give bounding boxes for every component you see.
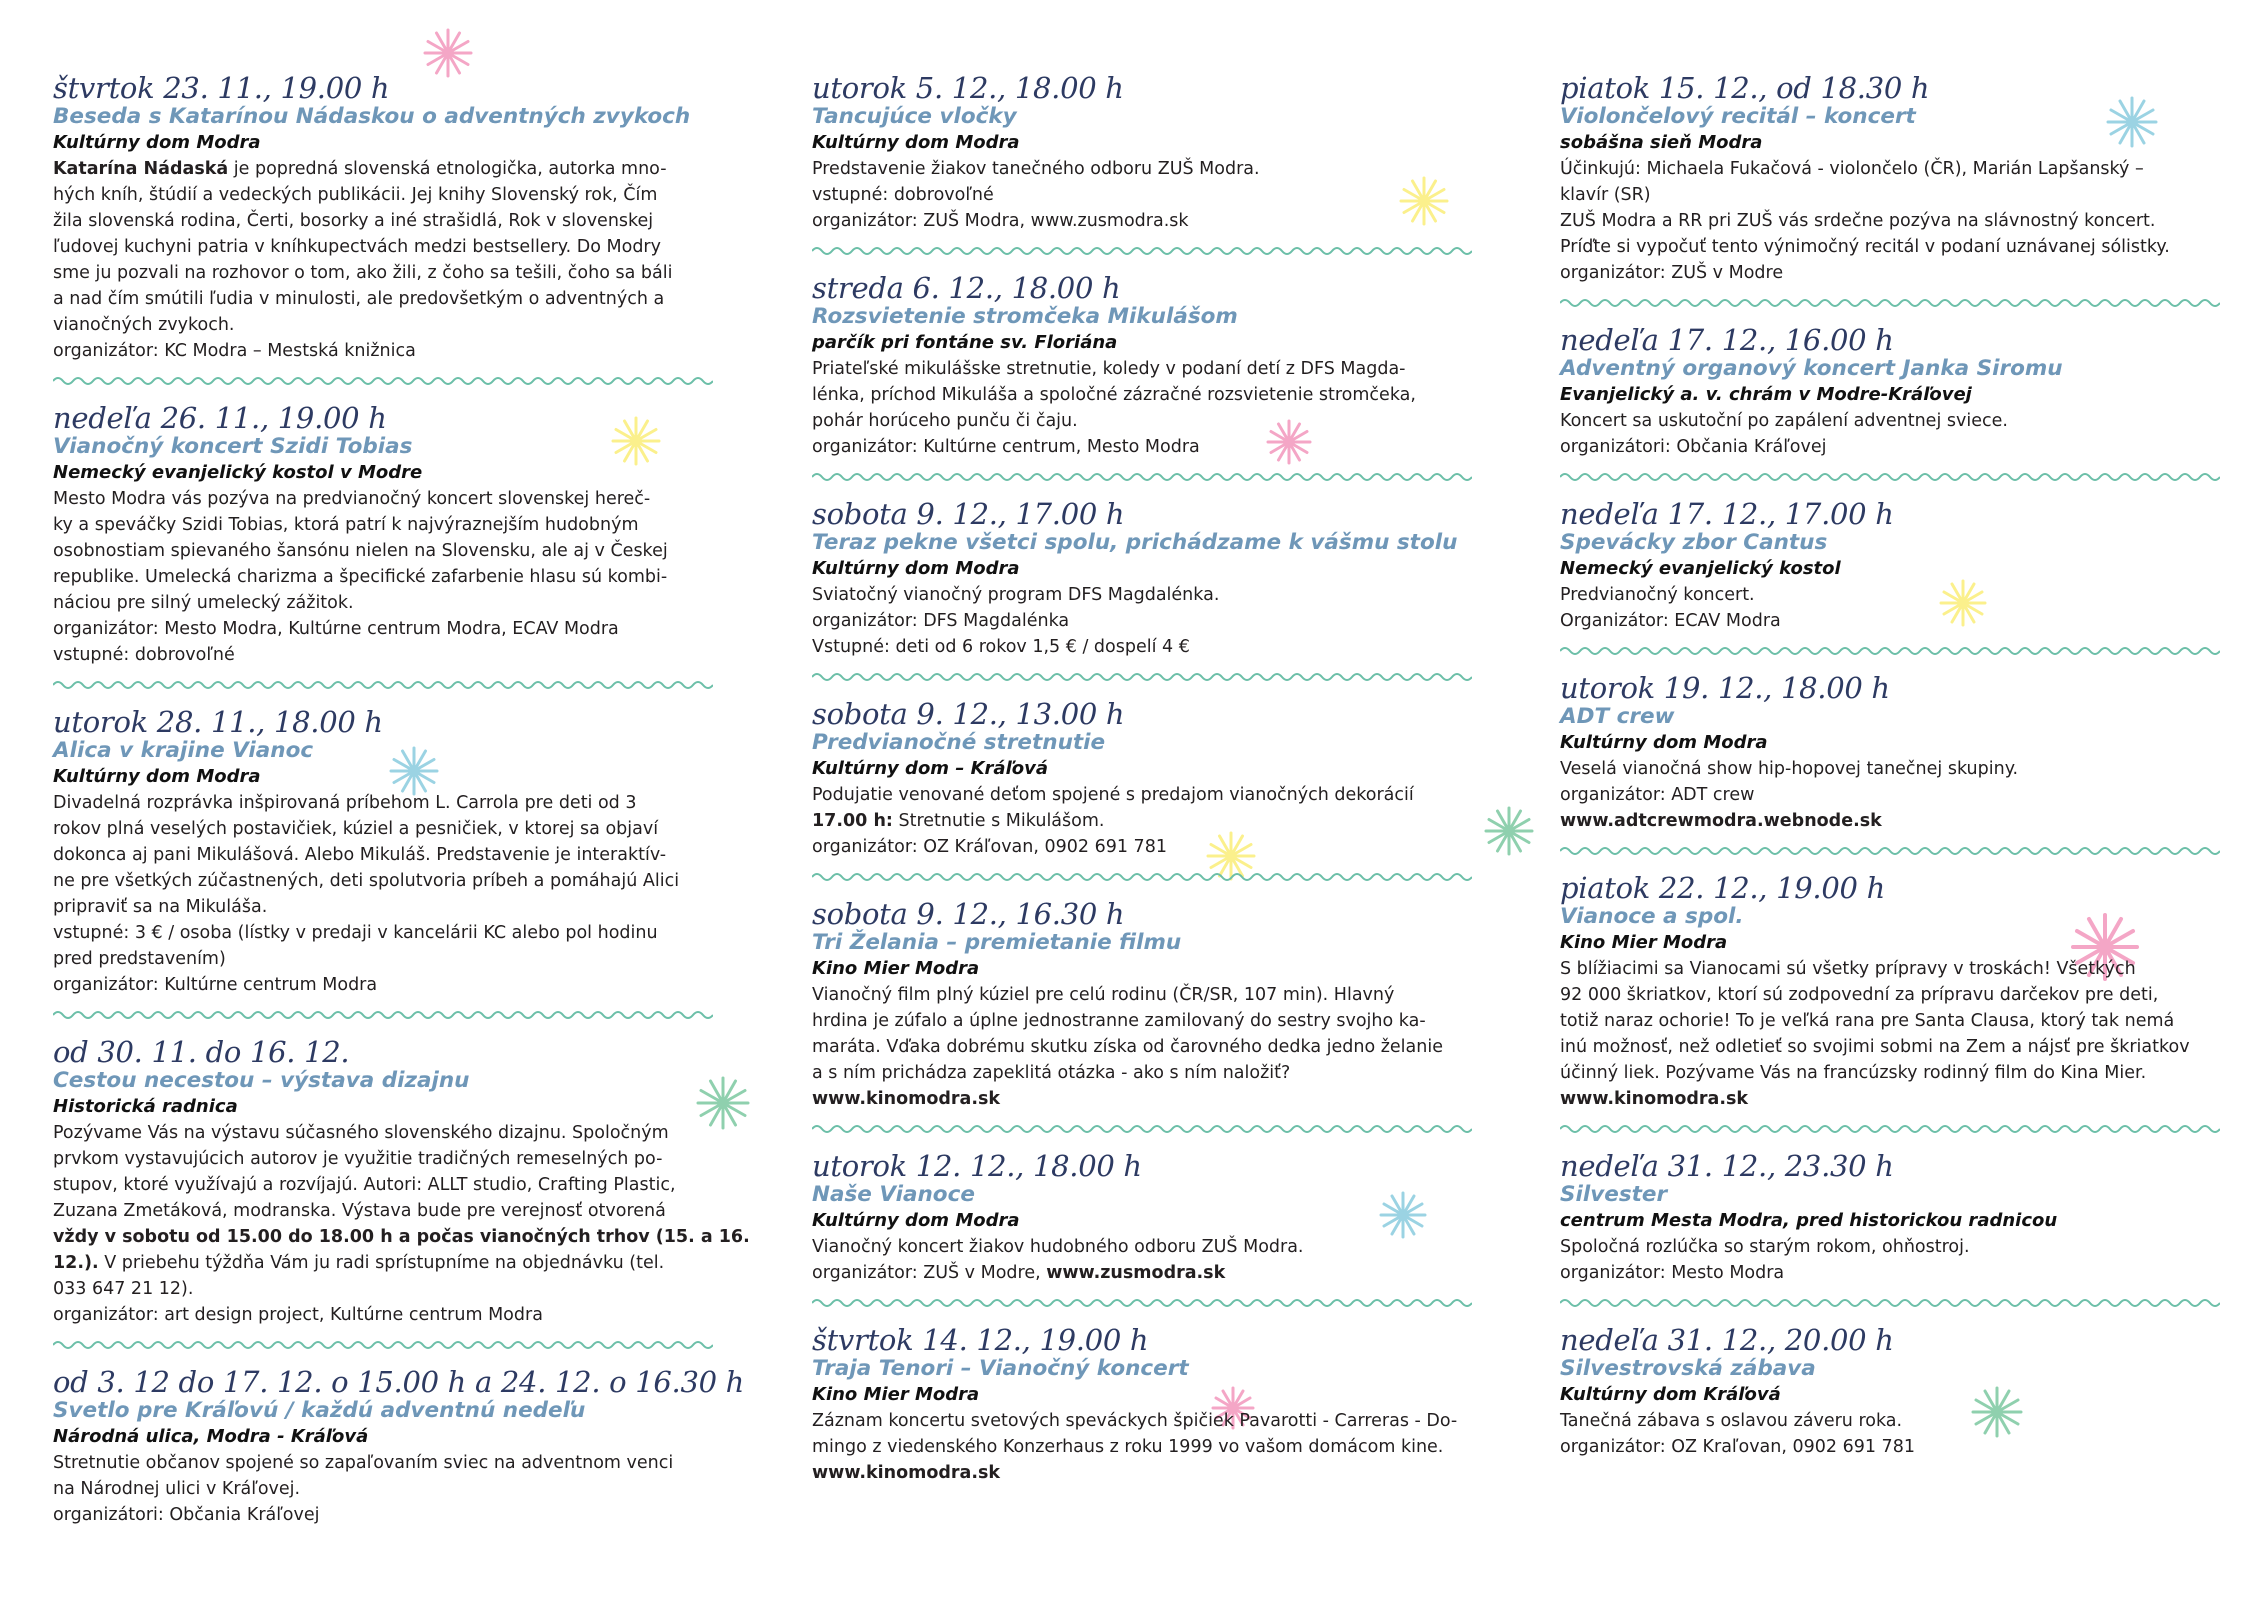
event-venue: Národná ulica, Modra - Kráľová <box>53 1426 369 1447</box>
event-venue: Kultúrny dom Modra <box>812 558 1020 579</box>
event-description-line <box>812 1060 1472 1086</box>
event-description-line <box>53 1302 713 1328</box>
event-text: Priateľské mikulášske stretnutie, koledy v podaní detí z DFS Magda- <box>812 359 1406 379</box>
event-venue: Kultúrny dom Kráľová <box>1560 1384 1781 1405</box>
event-text: Stretnutie občanov spojené so zapaľovaním sviec na adventnom venci <box>53 1453 674 1473</box>
event-text: organizátor: OZ Kraľovan, 0902 691 781 <box>1560 1437 1915 1457</box>
event-item <box>53 402 713 668</box>
event-date: sobota 9. 12., 17.00 h <box>812 497 1125 531</box>
wavy-divider <box>812 870 1472 884</box>
event-description-line <box>812 1234 1472 1260</box>
event-date: utorok 28. 11., 18.00 h <box>53 705 383 739</box>
event-title: ADT crew <box>1560 704 1675 729</box>
event-title: Vianočný koncert Szidi Tobias <box>53 434 413 459</box>
event-text: 17.00 h: <box>812 811 893 831</box>
event-description-line <box>53 1146 713 1172</box>
event-description-line <box>812 982 1472 1008</box>
event-text: Tanečná zábava s oslavou záveru roka. <box>1560 1411 1903 1431</box>
event-description-line <box>812 1086 1472 1112</box>
event-date: piatok 15. 12., od 18.30 h <box>1560 71 1930 105</box>
event-venue: Evanjelický a. v. chrám v Modre-Kráľovej <box>1560 384 1972 405</box>
event-description-line <box>812 1434 1472 1460</box>
event-venue: Historická radnica <box>53 1096 238 1117</box>
event-text: organizátor: DFS Magdalénka <box>812 611 1070 631</box>
event-text: inú možnosť, než odletieť so svojimi sobmi na Zem a nájsť pre škriatkov <box>1560 1037 2190 1057</box>
event-description-line <box>53 1502 713 1528</box>
event-title: Beseda s Katarínou Nádaskou o adventných zvykoch <box>53 104 691 129</box>
event-text: pred predstavením) <box>53 949 226 969</box>
event-description-line <box>812 1034 1472 1060</box>
event-text: vstupné: dobrovoľné <box>53 645 235 665</box>
events-column-3 <box>1560 72 2220 1460</box>
event-title: Vianoce a spol. <box>1560 904 1744 929</box>
wavy-divider <box>53 1338 713 1352</box>
event-description-line <box>1560 1408 2220 1434</box>
event-description-line <box>53 1476 713 1502</box>
event-text: Predstavenie žiakov tanečného odboru ZUŠ Modra. <box>812 159 1260 179</box>
event-text: totiž naraz ochorie! To je veľká rana pre Santa Clausa, ktorý tak nemá <box>1560 1011 2175 1031</box>
event-description-line <box>53 816 713 842</box>
event-text: 12.). <box>53 1253 99 1273</box>
event-description-line <box>53 1276 713 1302</box>
event-text: organizátor: ZUŠ v Modre, <box>812 1263 1047 1283</box>
event-description-line <box>53 234 713 260</box>
event-title: Rozsvietenie stromčeka Mikulášom <box>812 304 1238 329</box>
event-venue: Kino Mier Modra <box>812 1384 980 1405</box>
event-description-line <box>812 434 1472 460</box>
event-description-line <box>53 842 713 868</box>
event-description-line <box>1560 1086 2220 1112</box>
event-title: Alica v krajine Vianoc <box>53 738 314 763</box>
event-description-line <box>1560 1034 2220 1060</box>
event-date: utorok 5. 12., 18.00 h <box>812 71 1124 105</box>
event-text: Mesto Modra vás pozýva na predvianočný koncert slovenskej hereč- <box>53 489 651 509</box>
event-text: Organizátor: ECAV Modra <box>1560 611 1781 631</box>
event-text: vianočných zvykoch. <box>53 315 235 335</box>
event-item <box>1560 672 2220 834</box>
event-text: Veselá vianočná show hip-hopovej tanečnej skupiny. <box>1560 759 2019 779</box>
event-text: klavír (SR) <box>1560 185 1651 205</box>
event-title: Naše Vianoce <box>812 1182 975 1207</box>
wavy-divider <box>53 678 713 692</box>
event-text: Zuzana Zmetáková, modranska. Výstava bude pre verejnosť otvorená <box>53 1201 666 1221</box>
event-text: organizátori: Občania Kráľovej <box>53 1505 320 1525</box>
event-item <box>812 898 1472 1112</box>
event-text: stupov, ktoré využívajú a rozvíjajú. Autori: ALLT studio, Crafting Plastic, <box>53 1175 676 1195</box>
event-description-line <box>1560 1260 2220 1286</box>
event-text: prvkom vystavujúcich autorov je využitie tradičných remeselných po- <box>53 1149 663 1169</box>
event-date: sobota 9. 12., 16.30 h <box>812 897 1125 931</box>
event-description-line <box>812 582 1472 608</box>
event-text: osobnostiam spievaného šansónu nielen na Slovensku, ale aj v Českej <box>53 541 668 561</box>
event-description-line <box>812 356 1472 382</box>
event-text: Vstupné: deti od 6 rokov 1,5 € / dospelí 4 € <box>812 637 1190 657</box>
event-text: Sviatočný vianočný program DFS Magdalénka. <box>812 585 1220 605</box>
event-description-line <box>812 408 1472 434</box>
event-description-line <box>53 1450 713 1476</box>
event-text: Divadelná rozprávka inšpirovaná príbehom L. Carrola pre deti od 3 <box>53 793 637 813</box>
event-item <box>53 1365 745 1528</box>
event-text: rokov plná veselých postavičiek, kúziel a pesničiek, v ktorej sa objaví <box>53 819 659 839</box>
event-description-line <box>53 312 713 338</box>
wavy-divider <box>812 670 1472 684</box>
event-description-line <box>53 894 713 920</box>
wavy-divider <box>1560 1122 2220 1136</box>
event-description-line <box>53 946 713 972</box>
event-text: Vianočný film plný kúziel pre celú rodinu (ČR/SR, 107 min). Hlavný <box>812 985 1395 1005</box>
event-item <box>1560 872 2220 1112</box>
event-text: Pozývame Vás na výstavu súčasného slovenského dizajnu. Spoločným <box>53 1123 669 1143</box>
event-text: Predvianočný koncert. <box>1560 585 1755 605</box>
event-date: od 30. 11. do 16. 12. <box>53 1035 350 1069</box>
event-text: hých kníh, štúdií a vedeckých publikácii. Jej knihy Slovenský rok, Čím <box>53 185 658 205</box>
event-link[interactable]: www.kinomodra.sk <box>812 1089 1001 1109</box>
event-venue: sobášna sieň Modra <box>1560 132 1763 153</box>
event-description-line <box>812 1260 1472 1286</box>
event-description-line <box>812 382 1472 408</box>
event-description-line <box>53 616 713 642</box>
event-text: Koncert sa uskutoční po zapálení adventnej sviece. <box>1560 411 2008 431</box>
event-description-line <box>812 1008 1472 1034</box>
event-description-line <box>812 634 1472 660</box>
event-date: utorok 19. 12., 18.00 h <box>1560 671 1890 705</box>
event-title: Adventný organový koncert Janka Siromu <box>1560 356 2063 381</box>
event-text: pripraviť sa na Mikuláša. <box>53 897 268 917</box>
event-text: republike. Umelecká charizma a špecifické zafarbenie hlasu sú kombi- <box>53 567 668 587</box>
event-description-line <box>1560 1234 2220 1260</box>
event-item <box>812 498 1472 660</box>
event-venue: Kultúrny dom Modra <box>53 132 261 153</box>
event-item <box>53 72 713 364</box>
wavy-divider <box>1560 470 2220 484</box>
wavy-divider <box>1560 844 2220 858</box>
wavy-divider <box>812 244 1472 258</box>
event-text: dokonca aj pani Mikulášová. Alebo Mikuláš. Predstavenie je interaktív- <box>53 845 667 865</box>
event-description-line <box>812 834 1472 860</box>
event-description-line <box>53 590 713 616</box>
wavy-divider <box>1560 1296 2220 1310</box>
event-text: Stretnutie s Mikulášom. <box>892 811 1105 831</box>
event-description-line <box>53 286 713 312</box>
event-title: Spevácky zbor Cantus <box>1560 530 1828 555</box>
event-description-line <box>1560 260 2220 286</box>
event-date: sobota 9. 12., 13.00 h <box>812 697 1125 731</box>
event-text: organizátori: Občania Kráľovej <box>1560 437 1827 457</box>
event-item <box>53 706 713 998</box>
event-text: organizátor: Mesto Modra <box>1560 1263 1785 1283</box>
event-description-line <box>1560 756 2220 782</box>
wavy-divider <box>1560 644 2220 658</box>
event-text: pohár horúceho punču či čaju. <box>812 411 1078 431</box>
event-description-line <box>1560 1008 2220 1034</box>
event-description-line <box>53 182 713 208</box>
event-text: Príďte si vypočuť tento výnimočný recitál v podaní uznávanej sólistky. <box>1560 237 2170 257</box>
event-venue: Kultúrny dom Modra <box>812 1210 1020 1231</box>
event-text: Spoločná rozlúčka so starým rokom, ohňostroj. <box>1560 1237 1970 1257</box>
event-text: Záznam koncertu svetových speváckych špičiek Pavarotti - Carreras - Do- <box>812 1411 1458 1431</box>
wavy-divider <box>812 1122 1472 1136</box>
event-text: organizátor: Mesto Modra, Kultúrne centrum Modra, ECAV Modra <box>53 619 619 639</box>
event-text: ne pre všetkých zúčastnených, deti spolutvoria príbeh a pomáhajú Alici <box>53 871 680 891</box>
event-text: organizátor: ZUŠ Modra, www.zusmodra.sk <box>812 211 1189 231</box>
event-text: vstupné: 3 € / osoba (lístky v predaji v kancelárii KC alebo pol hodinu <box>53 923 658 943</box>
event-text: maráta. Vďaka dobrému skutku získa od čarovného dedka jedno želanie <box>812 1037 1443 1057</box>
event-title: Traja Tenori – Vianočný koncert <box>812 1356 1189 1381</box>
event-venue: Kultúrny dom Modra <box>812 132 1020 153</box>
event-date: piatok 22. 12., 19.00 h <box>1560 871 1885 905</box>
event-description-line <box>53 538 713 564</box>
event-description-line <box>1560 608 2220 634</box>
event-venue: Kultúrny dom – Kráľová <box>812 758 1048 779</box>
event-description-line <box>812 156 1472 182</box>
event-description-line <box>1560 808 2220 834</box>
event-item <box>1560 1150 2220 1286</box>
event-description-line <box>53 1172 713 1198</box>
event-description-line <box>53 972 713 998</box>
event-description-line <box>1560 1434 2220 1460</box>
event-description-line <box>53 1250 713 1276</box>
event-description-line <box>1560 234 2220 260</box>
event-description-line <box>812 182 1472 208</box>
event-description-line <box>53 260 713 286</box>
wavy-divider <box>812 1296 1472 1310</box>
event-description-line <box>1560 582 2220 608</box>
event-item <box>812 272 1472 460</box>
event-title: Violončelový recitál – koncert <box>1560 104 1916 129</box>
event-link[interactable]: www.kinomodra.sk <box>1560 1089 1749 1109</box>
event-date: štvrtok 14. 12., 19.00 h <box>812 1323 1149 1357</box>
event-text: Podujatie venované deťom spojené s predajom vianočných dekorácií <box>812 785 1414 805</box>
event-title: Svetlo pre Kráľovú / každú adventnú nedeľu <box>53 1398 586 1423</box>
event-date: od 3. 12 do 17. 12. o 15.00 h a 24. 12. o 16.30 h <box>53 1365 745 1399</box>
event-description-line <box>1560 156 2220 182</box>
event-text: je popredná slovenská etnologička, autorka mno- <box>228 159 667 179</box>
event-item <box>53 1035 750 1328</box>
event-text: žila slovenská rodina, Čerti, bosorky a iné strašidlá, Rok v slovenskej <box>53 211 654 231</box>
event-venue: Kino Mier Modra <box>812 958 980 979</box>
event-description-line <box>812 1408 1472 1434</box>
event-text: ky a speváčky Szidi Tobias, ktorá patrí k najvýraznejším hudobným <box>53 515 639 535</box>
event-item <box>1560 1324 2220 1460</box>
green-star-icon <box>1483 805 1535 857</box>
event-date: utorok 12. 12., 18.00 h <box>812 1149 1142 1183</box>
event-text: náciou pre silný umelecký zážitok. <box>53 593 354 613</box>
event-description-line <box>53 920 713 946</box>
event-text: mingo z viedenského Konzerhaus z roku 1999 vo vašom domácom kine. <box>812 1437 1444 1457</box>
event-date: nedeľa 31. 12., 20.00 h <box>1560 1323 1894 1357</box>
event-description-line <box>812 208 1472 234</box>
event-text: hrdina je zúfalo a úplne jednostranne zamilovaný do sestry svojho ka- <box>812 1011 1426 1031</box>
event-text: na Národnej ulici v Kráľovej. <box>53 1479 301 1499</box>
event-description-line <box>53 642 713 668</box>
wavy-divider <box>1560 296 2220 310</box>
event-item <box>812 698 1472 860</box>
event-text: Vianočný koncert žiakov hudobného odboru ZUŠ Modra. <box>812 1237 1304 1257</box>
event-text: Účinkujú: Michaela Fukačová - violončelo (ČR), Marián Lapšanský – <box>1560 159 2144 179</box>
event-venue: Nemecký evanjelický kostol <box>1560 558 1841 579</box>
event-description-line <box>1560 956 2220 982</box>
event-description-line <box>53 868 713 894</box>
event-description-line <box>1560 1060 2220 1086</box>
events-column-1 <box>53 71 750 1528</box>
event-date: nedeľa 31. 12., 23.30 h <box>1560 1149 1894 1183</box>
event-link[interactable]: www.adtcrewmodra.webnode.sk <box>1560 811 1882 831</box>
event-item <box>1560 72 2220 286</box>
event-text: organizátor: Kultúrne centrum, Mesto Modra <box>812 437 1200 457</box>
event-description-line <box>1560 182 2220 208</box>
event-title: Tri Želania – premietanie filmu <box>812 930 1182 955</box>
event-date: nedeľa 26. 11., 19.00 h <box>53 401 387 435</box>
event-text: lénka, príchod Mikuláša a spoločné zázračné rozsvietenie stromčeka, <box>812 385 1416 405</box>
event-title: Silvestrovská zábava <box>1560 1356 1816 1381</box>
event-description-line <box>53 1198 713 1224</box>
event-text: a s ním prichádza zapeklitá otázka - ako s ním naložiť? <box>812 1063 1291 1083</box>
event-text: 033 647 21 12). <box>53 1279 194 1299</box>
wavy-divider <box>812 470 1472 484</box>
event-description-line <box>53 156 713 182</box>
event-venue: Kultúrny dom Modra <box>53 766 261 787</box>
event-description-line <box>53 338 713 364</box>
event-date: nedeľa 17. 12., 17.00 h <box>1560 497 1894 531</box>
event-text: vstupné: dobrovoľné <box>812 185 994 205</box>
event-description-line <box>53 486 713 512</box>
event-text: sme ju pozvali na rozhovor o tom, ako žili, z čoho sa tešili, čoho sa báli <box>53 263 673 283</box>
event-date: štvrtok 23. 11., 19.00 h <box>53 71 390 105</box>
event-venue: centrum Mesta Modra, pred historickou radnicou <box>1560 1210 2058 1231</box>
event-text: vždy v sobotu od 15.00 do 18.00 h a počas vianočných trhov (15. a 16. <box>53 1227 750 1247</box>
events-column-2 <box>812 72 1472 1486</box>
event-venue: parčík pri fontáne sv. Floriána <box>812 332 1118 353</box>
event-text: S blížiacimi sa Vianocami sú všetky prípravy v troskách! Všetkých <box>1560 959 2136 979</box>
event-item <box>812 1150 1472 1286</box>
event-link[interactable]: www.kinomodra.sk <box>812 1463 1001 1483</box>
event-text: a nad čím smútili ľudia v minulosti, ale predovšetkým o adventných a <box>53 289 665 309</box>
event-title: Tancujúce vločky <box>812 104 1017 129</box>
event-title: Teraz pekne všetci spolu, prichádzame k vášmu stolu <box>812 530 1458 555</box>
event-text: účinný liek. Pozývame Vás na francúzsky rodinný film do Kina Mier. <box>1560 1063 2147 1083</box>
event-description-line <box>53 1120 713 1146</box>
event-text: organizátor: OZ Kráľovan, 0902 691 781 <box>812 837 1167 857</box>
event-text: organizátor: Kultúrne centrum Modra <box>53 975 378 995</box>
event-text: organizátor: KC Modra – Mestská knižnica <box>53 341 416 361</box>
event-venue: Kino Mier Modra <box>1560 932 1728 953</box>
event-description-line <box>1560 982 2220 1008</box>
wavy-divider <box>53 374 713 388</box>
event-item <box>812 1324 1472 1486</box>
event-description-line <box>812 808 1472 834</box>
event-venue: Nemecký evanjelický kostol v Modre <box>53 462 423 483</box>
event-date: streda 6. 12., 18.00 h <box>812 271 1121 305</box>
event-item <box>812 72 1472 234</box>
event-title: Cestou necestou – výstava dizajnu <box>53 1068 470 1093</box>
event-text: Katarína Nádaská <box>53 159 229 179</box>
event-description-line <box>1560 408 2220 434</box>
event-item <box>1560 324 2220 460</box>
event-description-line <box>812 608 1472 634</box>
event-text: organizátor: art design project, Kultúrne centrum Modra <box>53 1305 543 1325</box>
event-text: ľudovej kuchyni patria v kníhkupectvách medzi bestsellery. Do Modry <box>53 237 661 257</box>
event-description-line <box>812 1460 1472 1486</box>
event-description-line <box>53 208 713 234</box>
event-description-line <box>1560 782 2220 808</box>
event-title: Predvianočné stretnutie <box>812 730 1106 755</box>
event-venue: Kultúrny dom Modra <box>1560 732 1768 753</box>
event-text: V priebehu týždňa Vám ju radi sprístupníme na objednávku (tel. <box>98 1253 665 1273</box>
event-description-line <box>1560 208 2220 234</box>
wavy-divider <box>53 1008 713 1022</box>
event-description-line <box>812 782 1472 808</box>
event-description-line <box>53 512 713 538</box>
event-text: organizátor: ZUŠ v Modre <box>1560 263 1784 283</box>
event-date: nedeľa 17. 12., 16.00 h <box>1560 323 1894 357</box>
event-link[interactable]: www.zusmodra.sk <box>1046 1263 1226 1283</box>
event-item <box>1560 498 2220 634</box>
event-title: Silvester <box>1560 1182 1668 1207</box>
event-description-line <box>1560 434 2220 460</box>
event-description-line <box>53 1224 750 1250</box>
event-text: ZUŠ Modra a RR pri ZUŠ vás srdečne pozýva na slávnostný koncert. <box>1560 211 2156 231</box>
event-description-line <box>53 564 713 590</box>
event-text: 92 000 škriatkov, ktorí sú zodpovední za prípravu darčekov pre deti, <box>1560 985 2159 1005</box>
event-text: organizátor: ADT crew <box>1560 785 1755 805</box>
event-description-line <box>53 790 713 816</box>
